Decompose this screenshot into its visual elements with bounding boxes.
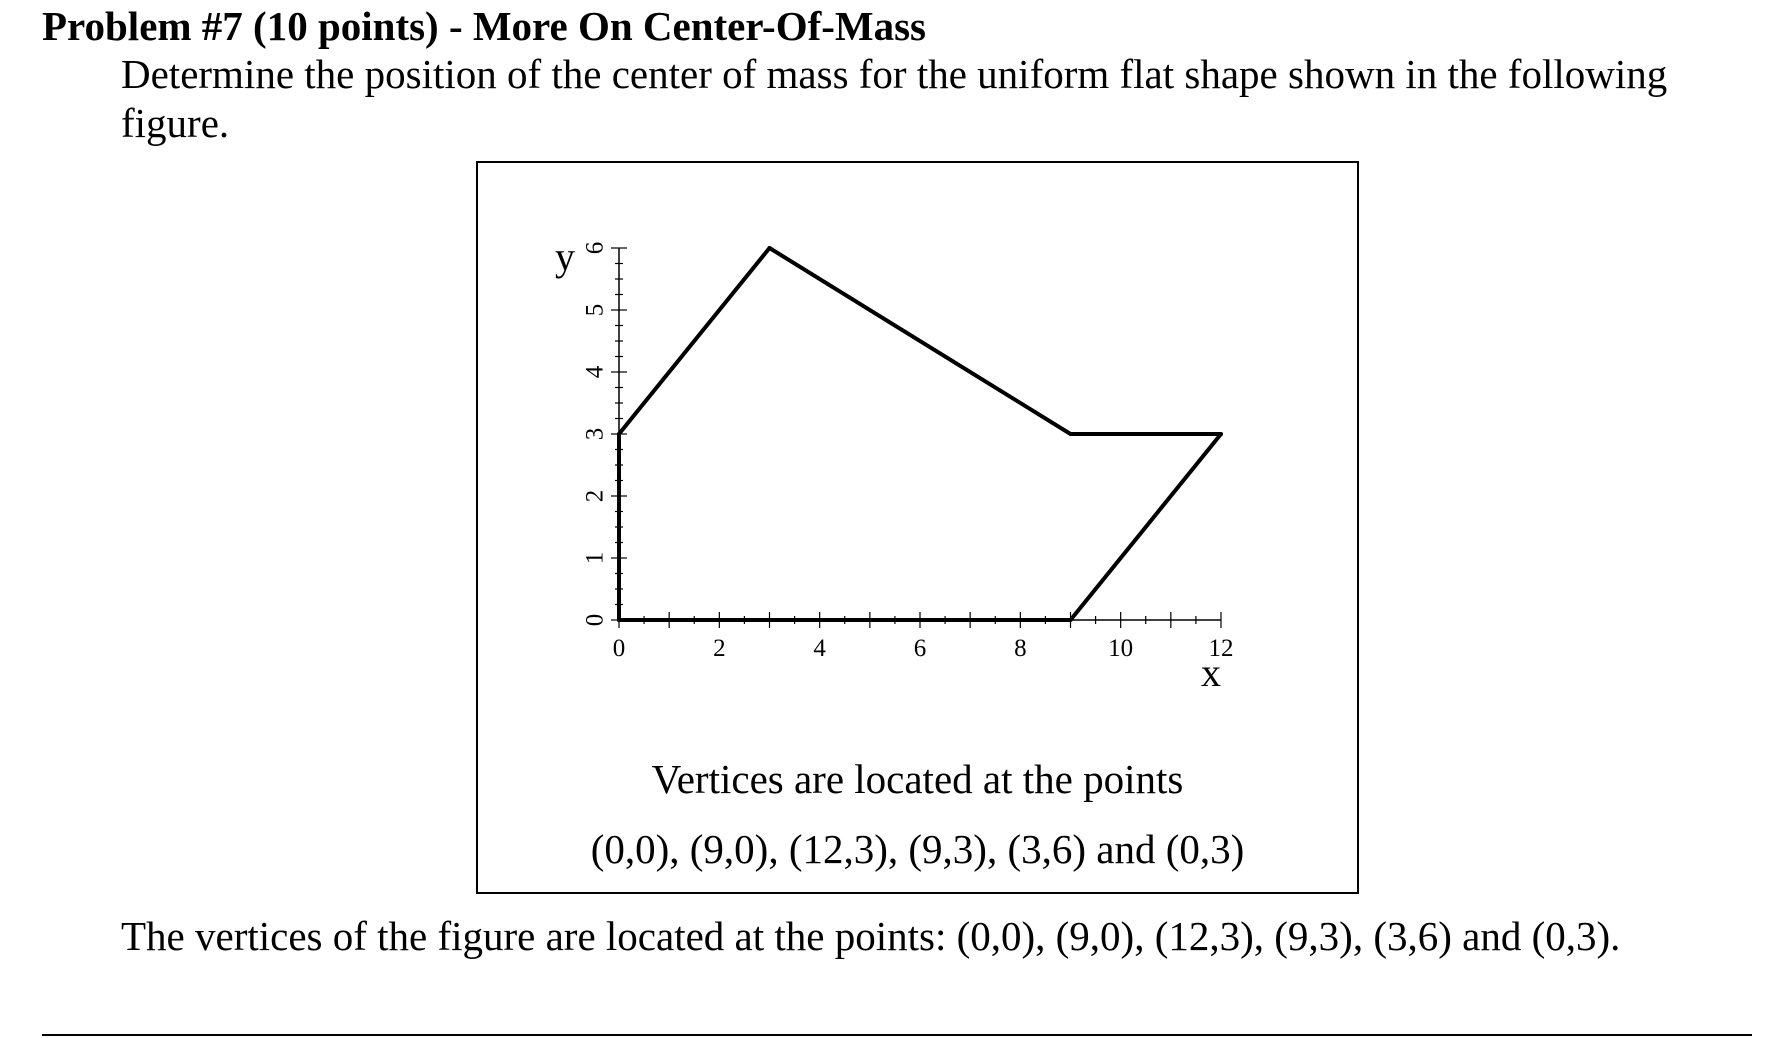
y-tick-label: 5 bbox=[581, 303, 609, 317]
figure-caption-line-1: Vertices are located at the points bbox=[651, 756, 1184, 802]
figure-caption-line-2: (0,0), (9,0), (12,3), (9,3), (3,6) and (0,3) bbox=[590, 826, 1245, 872]
problem-intro: Determine the position of the center of mass for the uniform flat shape shown in the following figure. bbox=[121, 51, 1668, 146]
vertex-point bbox=[617, 618, 621, 622]
vertex-point bbox=[617, 432, 621, 436]
y-axis-label: y bbox=[555, 234, 575, 279]
vertex-point bbox=[1069, 618, 1073, 622]
plot-shape bbox=[617, 246, 1223, 622]
vertex-point bbox=[1069, 432, 1073, 436]
y-tick-label: 1 bbox=[581, 551, 609, 565]
y-tick-label: 0 bbox=[581, 613, 609, 627]
x-axis-label: x bbox=[1201, 650, 1221, 695]
vertex-point bbox=[768, 246, 772, 250]
y-tick-label: 4 bbox=[581, 365, 609, 379]
x-tick-label: 2 bbox=[713, 635, 726, 662]
x-tick-label: 12 bbox=[1208, 635, 1234, 662]
problem-statement: The vertices of the figure are located at the points: (0,0), (9,0), (12,3), (9,3), (3,6) and (0,3). bbox=[121, 913, 1621, 959]
x-tick-label: 6 bbox=[913, 635, 927, 662]
x-tick-label: 0 bbox=[612, 635, 626, 662]
problem-title: Problem #7 (10 points) - More On Center-Of-Mass bbox=[42, 3, 927, 49]
bottom-rule bbox=[42, 1034, 1752, 1036]
x-tick-label: 10 bbox=[1108, 635, 1134, 662]
y-tick-label: 3 bbox=[581, 427, 609, 441]
y-tick-label: 6 bbox=[581, 241, 609, 255]
plot-ticks bbox=[582, 242, 1234, 662]
x-tick-label: 4 bbox=[813, 635, 826, 662]
figure-box bbox=[476, 161, 1359, 894]
shape-outline bbox=[619, 248, 1221, 620]
y-tick-label: 2 bbox=[581, 489, 609, 503]
x-tick-label: 8 bbox=[1014, 635, 1027, 662]
vertex-point bbox=[1219, 432, 1223, 436]
